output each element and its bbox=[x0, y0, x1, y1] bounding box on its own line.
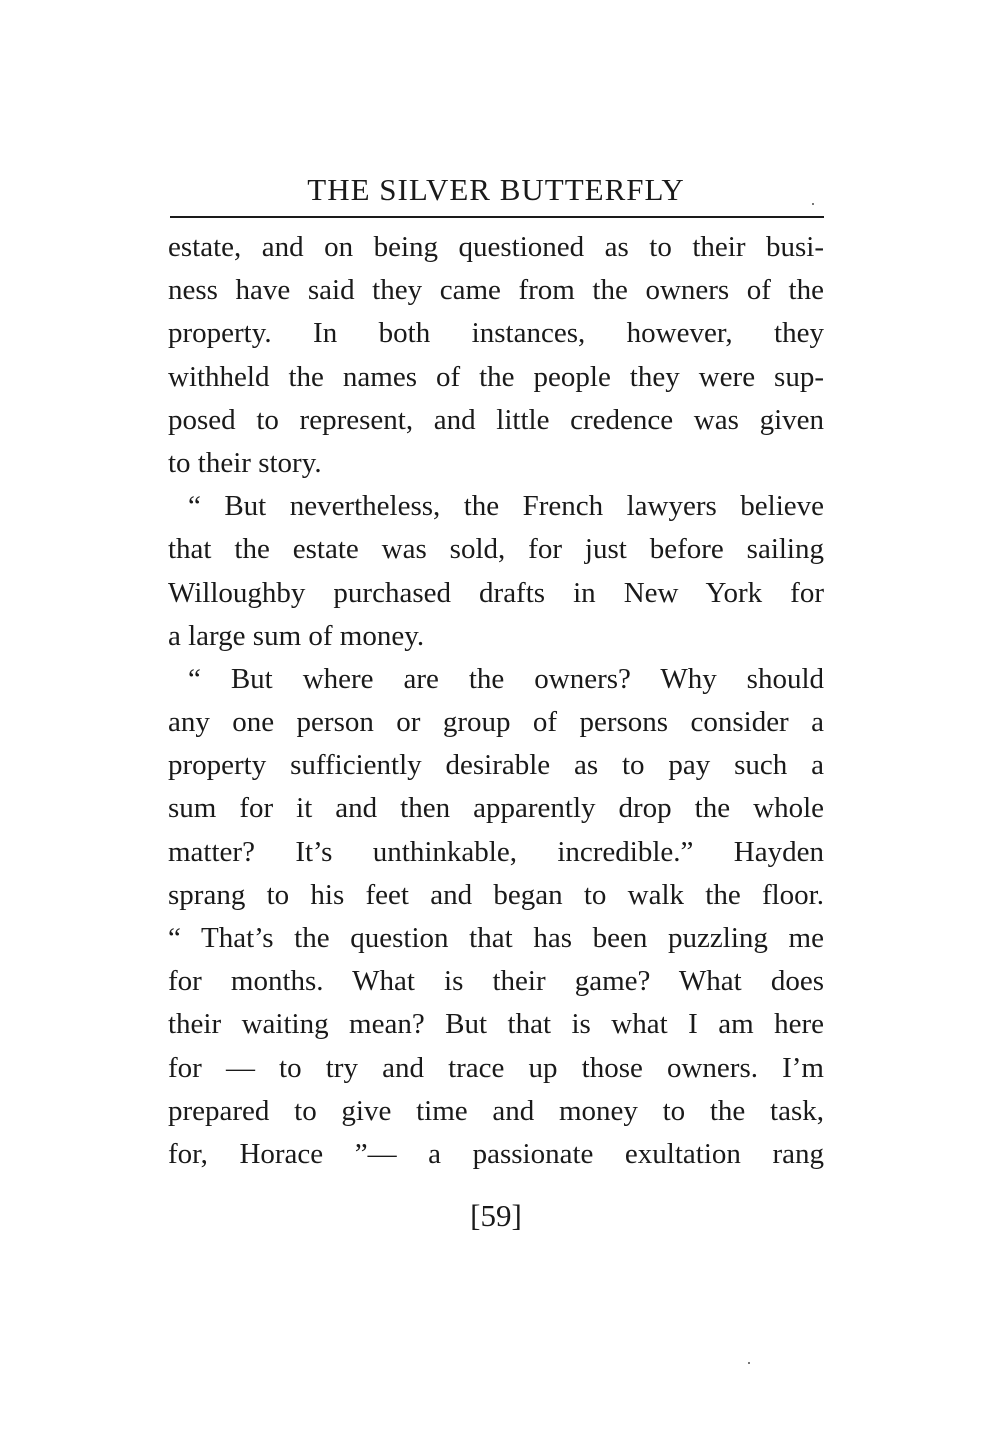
text-line: prepared to give time and money to the task, bbox=[168, 1094, 824, 1127]
text-line: that the estate was sold, for just before sailing bbox=[168, 533, 824, 566]
text-line: for — to try and trace up those owners. I’m bbox=[168, 1051, 824, 1084]
text-line: ness have said they came from the owners of the bbox=[168, 274, 824, 307]
text-line: their waiting mean? But that is what I am here bbox=[168, 1008, 824, 1041]
text-line: sprang to his feet and began to walk the floor. bbox=[168, 878, 824, 911]
text-line: “ But where are the owners? Why should bbox=[188, 662, 824, 695]
text-line: withheld the names of the people they were sup- bbox=[168, 360, 824, 393]
text-line: property. In both instances, however, they bbox=[168, 317, 824, 350]
text-line: property sufficiently desirable as to pay such a bbox=[168, 749, 824, 782]
header-rule bbox=[170, 216, 824, 218]
paper-speck bbox=[748, 1362, 750, 1364]
running-head: THE SILVER BUTTERFLY bbox=[307, 172, 685, 207]
text-line: Willoughby purchased drafts in New York for bbox=[168, 576, 824, 609]
text-line: for, Horace ”— a passionate exultation rang bbox=[168, 1137, 824, 1170]
text-line: for months. What is their game? What does bbox=[168, 965, 824, 998]
text-line: to their story. bbox=[168, 446, 322, 479]
page-number: [59] bbox=[470, 1198, 522, 1233]
text-line: posed to represent, and little credence was given bbox=[168, 403, 824, 436]
text-line: matter? It’s unthinkable, incredible.” Hayden bbox=[168, 835, 824, 868]
text-line: a large sum of money. bbox=[168, 619, 425, 652]
text-line: any one person or group of persons consider a bbox=[168, 706, 824, 739]
text-line: sum for it and then apparently drop the whole bbox=[168, 792, 824, 825]
text-line: “ But nevertheless, the French lawyers believe bbox=[188, 490, 824, 523]
text-line: “ That’s the question that has been puzzling me bbox=[168, 922, 824, 954]
body-text bbox=[168, 226, 824, 1176]
paper-speck bbox=[812, 203, 814, 205]
text-line: estate, and on being questioned as to their busi- bbox=[168, 231, 824, 263]
